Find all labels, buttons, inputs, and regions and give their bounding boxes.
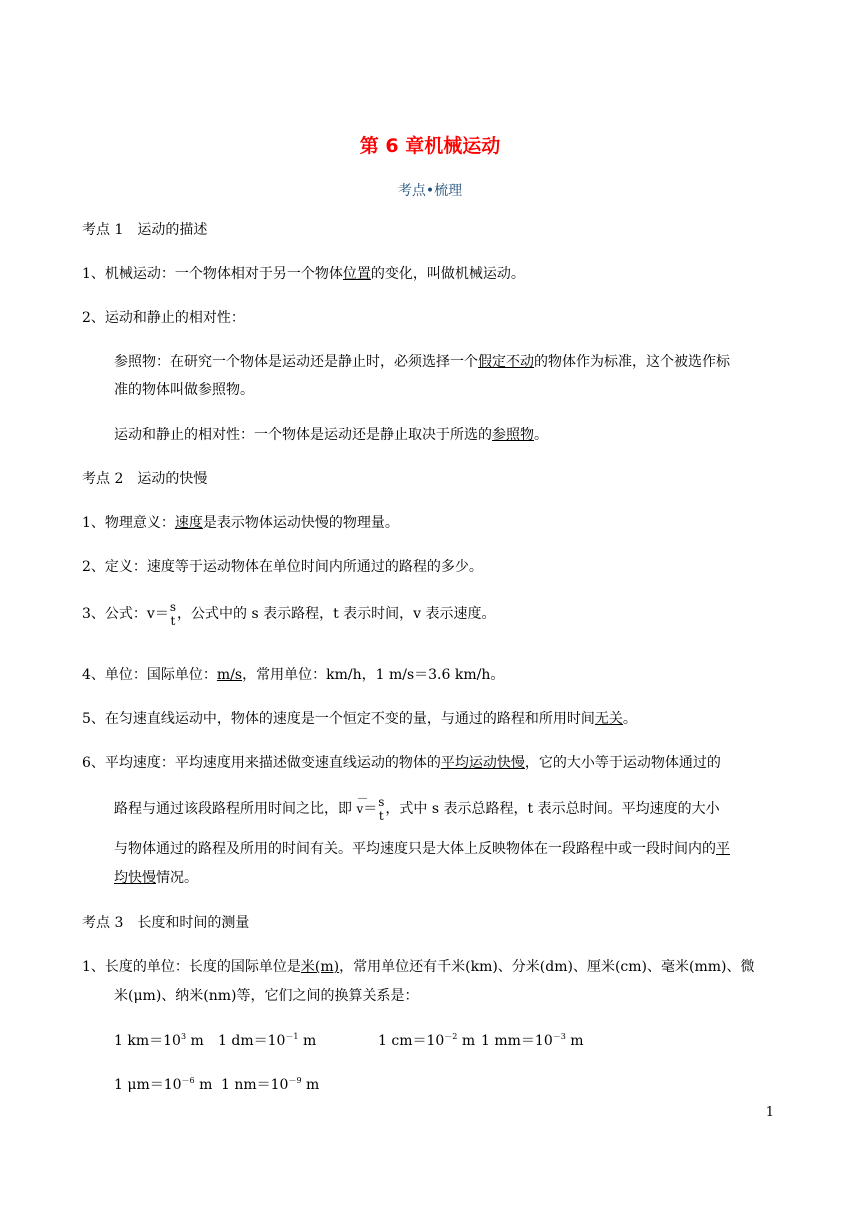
- text: m: [194, 1077, 213, 1093]
- text: m: [457, 1033, 476, 1049]
- variable-v: v: [356, 802, 364, 816]
- exponent: －3: [552, 1032, 566, 1041]
- conversion-nm: [221, 1074, 319, 1096]
- text: 6、平均速度：平均速度用来描述做变速直线运动的物体的: [82, 755, 441, 771]
- paragraph-2-5: [82, 708, 637, 730]
- text: 的变化，叫做机械运动。: [370, 266, 525, 282]
- text: ，它的大小等于运动物体通过的: [524, 755, 721, 771]
- paragraph-2-3: [82, 600, 496, 628]
- page-number: 1: [765, 1105, 774, 1120]
- underlined-term: 参照物: [492, 427, 534, 443]
- text: 是表示物体运动快慢的物理量。: [202, 515, 399, 531]
- underlined-term: 速度: [174, 515, 203, 531]
- text: 。: [534, 427, 548, 443]
- underlined-term: 平均运动快慢: [440, 755, 525, 771]
- paragraph-2-1: [82, 512, 399, 534]
- paragraph-ref-1: [114, 351, 730, 373]
- underlined-term: 假定不动: [478, 354, 534, 370]
- exponent: －2: [444, 1032, 458, 1041]
- text: ，公式中的 s 表示路程，t 表示时间，v 表示速度。: [177, 606, 496, 622]
- text: ，式中 s 表示总路程，t 表示总时间。平均速度的大小: [385, 801, 720, 817]
- text: ，常用单位还有千米(km)、分米(dm)、厘米(cm)、毫米(mm)、微: [339, 959, 755, 975]
- text: 1、物理意义：: [82, 515, 175, 531]
- paragraph-1-1: [82, 263, 525, 285]
- exponent: －6: [181, 1076, 195, 1085]
- paragraph-rel: [114, 424, 548, 446]
- v-bar: [356, 793, 368, 820]
- underlined-term: 均快慢: [114, 870, 156, 886]
- paragraph-2-2: 2、定义：速度等于运动物体在单位时间内所通过的路程的多少。: [82, 559, 483, 575]
- text: 路程与通过该段路程所用时间之比，即: [114, 801, 352, 817]
- paragraph-1-2: 2、运动和静止的相对性：: [82, 310, 245, 326]
- text: 4、单位：国际单位：: [82, 667, 217, 683]
- underlined-term: 平: [716, 841, 730, 857]
- text: ＝: [363, 801, 378, 817]
- paragraph-ref-2: 准的物体叫做参照物。: [114, 382, 254, 398]
- text: 1、长度的单位：长度的国际单位是: [82, 959, 301, 975]
- fraction-denominator: t: [378, 809, 384, 823]
- paragraph-3-1-b: 米(μm)、纳米(nm)等，它们之间的换算关系是：: [114, 988, 419, 1004]
- underlined-term: m/s: [216, 667, 243, 683]
- exponent: －1: [285, 1032, 299, 1041]
- text: ，常用单位：km/h，1 m/s＝3.6 km/h。: [242, 667, 505, 683]
- text: 运动和静止的相对性：一个物体是运动还是静止取决于所选的: [114, 427, 492, 443]
- text: m: [565, 1033, 584, 1049]
- text: 3、公式：v＝: [82, 606, 169, 622]
- section-subtitle: 考点•梳理: [397, 183, 463, 199]
- text: 1 km＝10: [114, 1033, 181, 1049]
- underlined-term: 无关: [594, 711, 623, 727]
- text: m: [301, 1077, 320, 1093]
- paragraph-3-1: [82, 956, 754, 978]
- page-title: 第 6 章机械运动: [359, 135, 501, 157]
- paragraph-2-6-c: [114, 838, 730, 860]
- section-heading-2: 考点 2 运动的快慢: [82, 471, 208, 487]
- underlined-term: 米(m): [300, 959, 340, 975]
- conversion-um: [114, 1074, 212, 1096]
- fraction-numerator: s: [169, 600, 176, 614]
- text: 参照物：在研究一个物体是运动还是静止时，必须选择一个: [114, 354, 478, 370]
- text: 的物体作为标准，这个被选作标: [534, 354, 730, 370]
- text: 情况。: [156, 870, 198, 886]
- overline-mark: —: [357, 793, 368, 804]
- text: 1 dm＝10: [218, 1033, 286, 1049]
- conversion-cm: [378, 1030, 475, 1052]
- text: 1 nm＝10: [221, 1077, 289, 1093]
- paragraph-2-4: [82, 664, 504, 686]
- text: m: [186, 1033, 204, 1049]
- text: 5、在匀速直线运动中，物体的速度是一个恒定不变的量，与通过的路程和所用时间: [82, 711, 595, 727]
- text: 1、机械运动：一个物体相对于另一个物体: [82, 266, 343, 282]
- paragraph-2-6-b: [114, 795, 720, 823]
- text: 。: [622, 711, 637, 727]
- text: 1 μm＝10: [114, 1077, 182, 1093]
- section-heading-1: 考点 1 运动的描述: [82, 222, 208, 238]
- fraction-denominator: t: [170, 614, 176, 628]
- fraction: [170, 600, 176, 628]
- paragraph-2-6: [82, 752, 721, 774]
- conversion-km: [114, 1030, 204, 1052]
- exponent: 3: [180, 1032, 187, 1041]
- conversion-mm: [481, 1030, 584, 1052]
- text: 1 mm＝10: [481, 1033, 553, 1049]
- fraction: [378, 795, 384, 823]
- section-heading-3: 考点 3 长度和时间的测量: [82, 915, 250, 931]
- paragraph-2-6-d: [114, 867, 198, 889]
- text: m: [298, 1033, 317, 1049]
- text: 与物体通过的路程及所用的时间有关。平均速度只是大体上反映物体在一段路程中或一段时间内的: [114, 841, 716, 857]
- exponent: －9: [288, 1076, 302, 1085]
- conversion-dm: [218, 1030, 316, 1052]
- fraction-numerator: s: [378, 795, 385, 809]
- underlined-term: 位置: [342, 266, 371, 282]
- text: 1 cm＝10: [378, 1033, 445, 1049]
